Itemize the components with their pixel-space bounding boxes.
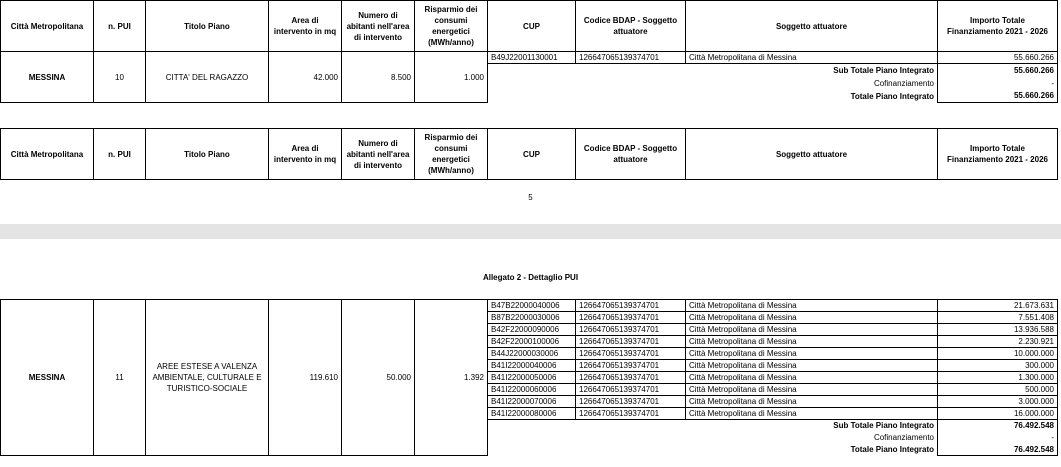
header-row xyxy=(1,129,1058,180)
table-row xyxy=(1,300,1058,312)
cup-cell: B44J22000030006 xyxy=(488,348,576,360)
page-number: 5 xyxy=(528,193,533,202)
soggetto-cell: Città Metropolitana di Messina xyxy=(686,300,938,312)
header-titolo: Titolo Piano xyxy=(146,1,269,52)
header-area: Area di intervento in mq xyxy=(269,1,342,52)
abitanti-cell: 8.500 xyxy=(342,52,415,103)
cofinanziamento-label: Cofinanziamento xyxy=(873,78,934,88)
cup-cell: B87B22000030006 xyxy=(488,312,576,324)
table-row xyxy=(1,52,1058,64)
importo-cell: 300.000 xyxy=(938,360,1058,372)
importo-cell: 13.936.588 xyxy=(938,324,1058,336)
soggetto-cell: Città Metropolitana di Messina xyxy=(686,312,938,324)
titolo-cell: CITTA' DEL RAGAZZO xyxy=(146,52,269,103)
cup-cell: B41I22000080006 xyxy=(488,408,576,420)
bdap-cell: 126647065139374701 xyxy=(576,396,686,408)
subtotale-label: Sub Totale Piano Integrato xyxy=(833,421,934,431)
header-npui: n. PUI xyxy=(94,129,146,180)
importo-cell: 7.551.408 xyxy=(938,312,1058,324)
soggetto-cell: Città Metropolitana di Messina xyxy=(686,52,938,64)
npui-cell: 11 xyxy=(94,300,146,456)
header-citta: Città Metropolitana xyxy=(1,1,94,52)
subtotale-value: 76.492.548 xyxy=(938,420,1058,432)
bdap-cell: 126647065139374701 xyxy=(576,408,686,420)
subtotale-label: Sub Totale Piano Integrato xyxy=(833,65,934,75)
cofinanziamento-value: - xyxy=(938,77,1058,90)
header-risparmio: Risparmio dei consumi energetici (MWh/anno) xyxy=(415,129,488,180)
totale-value: 76.492.548 xyxy=(938,444,1058,456)
cup-cell: B42F22000100006 xyxy=(488,336,576,348)
header-importo: Importo Totale Finanziamento 2021 - 2026 xyxy=(938,1,1058,52)
bdap-cell: 126647065139374701 xyxy=(576,312,686,324)
header-soggetto: Soggetto attuatore xyxy=(686,129,938,180)
totale-label: Totale Piano Integrato xyxy=(850,91,934,101)
bdap-cell: 126647065139374701 xyxy=(576,336,686,348)
header-npui: n. PUI xyxy=(94,1,146,52)
section-title: Allegato 2 - Dettaglio PUI xyxy=(482,273,579,282)
citta-cell: MESSINA xyxy=(1,52,94,103)
header-risparmio: Risparmio dei consumi energetici (MWh/anno) xyxy=(415,1,488,52)
abitanti-cell: 50.000 xyxy=(342,300,415,456)
citta-cell: MESSINA xyxy=(1,300,94,456)
header-citta: Città Metropolitana xyxy=(1,129,94,180)
bdap-cell: 126647065139374701 xyxy=(576,52,686,64)
header-area: Area di intervento in mq xyxy=(269,129,342,180)
cup-cell: B47B22000040006 xyxy=(488,300,576,312)
bdap-cell: 126647065139374701 xyxy=(576,384,686,396)
cup-cell: B41I22000040006 xyxy=(488,360,576,372)
bdap-cell: 126647065139374701 xyxy=(576,372,686,384)
cup-cell: B41I22000070006 xyxy=(488,396,576,408)
header-row xyxy=(1,1,1058,52)
header-importo: Importo Totale Finanziamento 2021 - 2026 xyxy=(938,129,1058,180)
soggetto-cell: Città Metropolitana di Messina xyxy=(686,348,938,360)
cup-cell: B41I22000050006 xyxy=(488,372,576,384)
totale-value: 55.660.266 xyxy=(938,90,1058,103)
header-soggetto: Soggetto attuatore xyxy=(686,1,938,52)
importo-cell: 16.000.000 xyxy=(938,408,1058,420)
cup-cell: B41I22000060006 xyxy=(488,384,576,396)
soggetto-cell: Città Metropolitana di Messina xyxy=(686,360,938,372)
header-table-2 xyxy=(0,128,1058,180)
soggetto-cell: Città Metropolitana di Messina xyxy=(686,324,938,336)
bdap-cell: 126647065139374701 xyxy=(576,324,686,336)
header-titolo: Titolo Piano xyxy=(146,129,269,180)
header-cup: CUP xyxy=(488,129,576,180)
header-abitanti: Numero di abitanti nell'area di intervento xyxy=(342,1,415,52)
header-bdap: Codice BDAP - Soggetto attuatore xyxy=(576,129,686,180)
importo-cell: 2.230.921 xyxy=(938,336,1058,348)
page-separator xyxy=(0,224,1061,239)
totale-label: Totale Piano Integrato xyxy=(850,445,934,454)
subtotale-value: 55.660.266 xyxy=(938,64,1058,77)
soggetto-cell: Città Metropolitana di Messina xyxy=(686,384,938,396)
header-bdap: Codice BDAP - Soggetto attuatore xyxy=(576,1,686,52)
area-cell: 119.610 xyxy=(269,300,342,456)
importo-cell: 55.660.266 xyxy=(938,52,1058,64)
area-cell: 42.000 xyxy=(269,52,342,103)
bdap-cell: 126647065139374701 xyxy=(576,348,686,360)
cup-cell: B42F22000090006 xyxy=(488,324,576,336)
cup-cell: B49J22001130001 xyxy=(488,52,576,64)
risparmio-cell: 1.392 xyxy=(415,300,488,456)
plan-table-1 xyxy=(0,0,1058,103)
cofinanziamento-label: Cofinanziamento xyxy=(873,433,934,442)
importo-cell: 1.300.000 xyxy=(938,372,1058,384)
header-cup: CUP xyxy=(488,1,576,52)
soggetto-cell: Città Metropolitana di Messina xyxy=(686,372,938,384)
titolo-cell: AREE ESTESE A VALENZA AMBIENTALE, CULTURALE E TURISTICO-SOCIALE xyxy=(146,300,269,456)
bdap-cell: 126647065139374701 xyxy=(576,360,686,372)
bdap-cell: 126647065139374701 xyxy=(576,300,686,312)
plan-table-2 xyxy=(0,299,1058,456)
cofinanziamento-value: - xyxy=(938,432,1058,444)
importo-cell: 500.000 xyxy=(938,384,1058,396)
soggetto-cell: Città Metropolitana di Messina xyxy=(686,336,938,348)
soggetto-cell: Città Metropolitana di Messina xyxy=(686,408,938,420)
npui-cell: 10 xyxy=(94,52,146,103)
importo-cell: 3.000.000 xyxy=(938,396,1058,408)
header-abitanti: Numero di abitanti nell'area di intervento xyxy=(342,129,415,180)
importo-cell: 21.673.631 xyxy=(938,300,1058,312)
risparmio-cell: 1.000 xyxy=(415,52,488,103)
importo-cell: 10.000.000 xyxy=(938,348,1058,360)
soggetto-cell: Città Metropolitana di Messina xyxy=(686,396,938,408)
